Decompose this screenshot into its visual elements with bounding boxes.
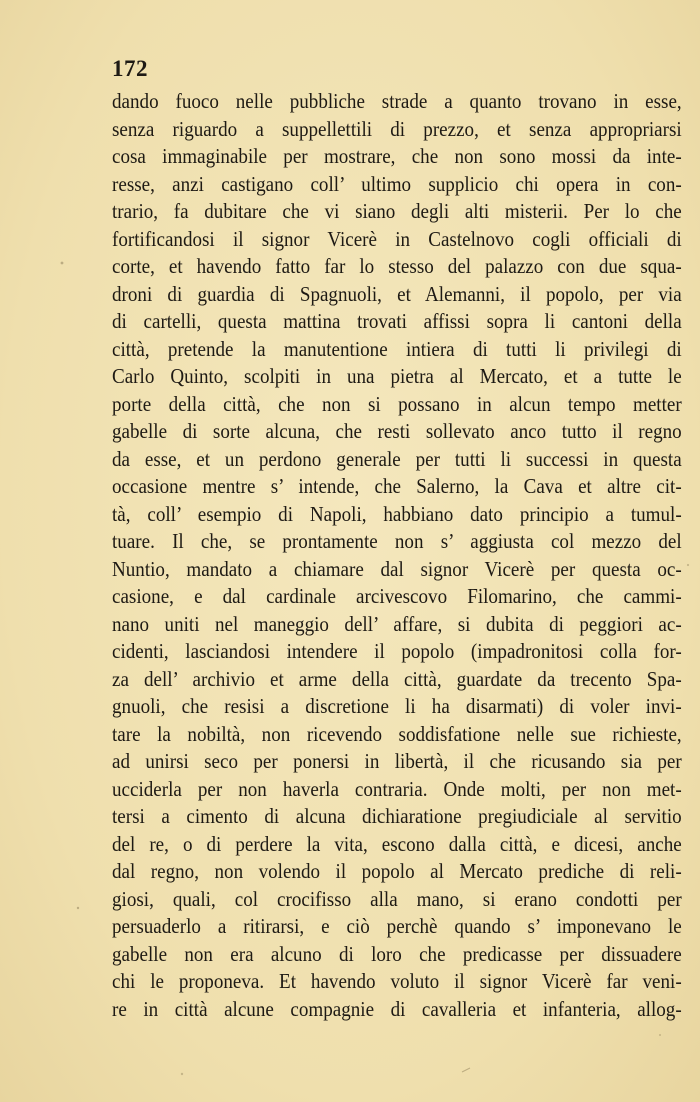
text-line: cidenti, lasciandosi intendere il popolo (impadronitosi colla for- [112,639,682,663]
text-line: chi le proponeva. Et havendo voluto il signor Vicerè far veni- [112,969,682,993]
text-line: di cartelli, questa mattina trovati affissi sopra li cantoni della [112,309,682,333]
text-line: Nuntio, mandato a chiamare dal signor Vicerè per questa oc- [112,556,682,581]
page-number: 172 [112,56,148,81]
text-line: gabelle di sorte alcuna, che resti sollevato anco tutto il regno [112,419,682,443]
text-line: fortificandosi il signor Vicerè in Castelnovo cogli officiali di [112,226,682,251]
text-line: da esse, et un perdono generale per tutti li successi in questa [112,446,682,471]
text-line: tersi a cimento di alcuna dichiaratione pregiudiciale al servitio [112,804,682,828]
text-line: porte della città, che non si possano in alcun tempo metter [112,391,682,416]
text-line: tà, coll’ esempio di Napoli, habbiano dato principio a tumul- [112,501,682,526]
text-line: droni di guardia di Spagnuoli, et Alemanni, il popolo, per via [112,281,682,306]
text-line: tuare. Il che, se prontamente non s’ aggiusta col mezzo del [112,529,682,553]
text-line: giosi, quali, col crocifisso alla mano, si erano condotti per [112,886,682,911]
text-line: re in città alcune compagnie di cavalleria et infanteria, allog- [112,996,682,1021]
text-line: tare la nobiltà, non ricevendo soddisfatione nelle sue richieste, [112,721,682,746]
text-line: gabelle non era alcuno di loro che predicasse per dissuadere [112,941,682,966]
text-line: dando fuoco nelle pubbliche strade a quanto trovano in esse, [112,89,682,113]
body-text [112,88,682,1023]
text-line: Carlo Quinto, scolpiti in una pietra al Mercato, et a tutte le [112,364,682,388]
text-line: senza riguardo a suppellettili di prezzo, et senza appropriarsi [112,116,682,141]
text-line: ad unirsi seco per ponersi in libertà, il che ricusando sia per [112,749,682,773]
text-line: resse, anzi castigano coll’ ultimo supplicio chi opera in con- [112,171,682,196]
text-line: occasione mentre s’ intende, che Salerno, la Cava et altre cit- [112,474,682,498]
text-line: trario, fa dubitare che vi siano degli alti misterii. Per lo che [112,199,682,223]
text-line: za dell’ archivio et arme della città, guardate da trecento Spa- [112,666,682,691]
text-line: ucciderla per non haverla contraria. Onde molti, per non met- [112,776,682,801]
text-line: cosa immaginabile per mostrare, che non sono mossi da inte- [112,144,682,168]
text-line: nano uniti nel maneggio dell’ affare, si dubita di peggiori ac- [112,611,682,636]
text-line: del re, o di perdere la vita, escono dalla città, e dicesi, anche [112,831,682,856]
text-line: corte, et havendo fatto far lo stesso del palazzo con due squa- [112,254,682,278]
text-line: gnuoli, che resisi a discretione li ha disarmati) di voler invi- [112,694,682,718]
text-line: città, pretende la manutentione intiera di tutti li privilegi di [112,336,682,361]
text-line: persuaderlo a ritirarsi, e ciò perchè quando s’ imponevano le [112,914,682,938]
text-line: casione, e dal cardinale arcivescovo Filomarino, che cammi- [112,584,682,608]
text-line: dal regno, non volendo il popolo al Mercato prediche di reli- [112,859,682,883]
